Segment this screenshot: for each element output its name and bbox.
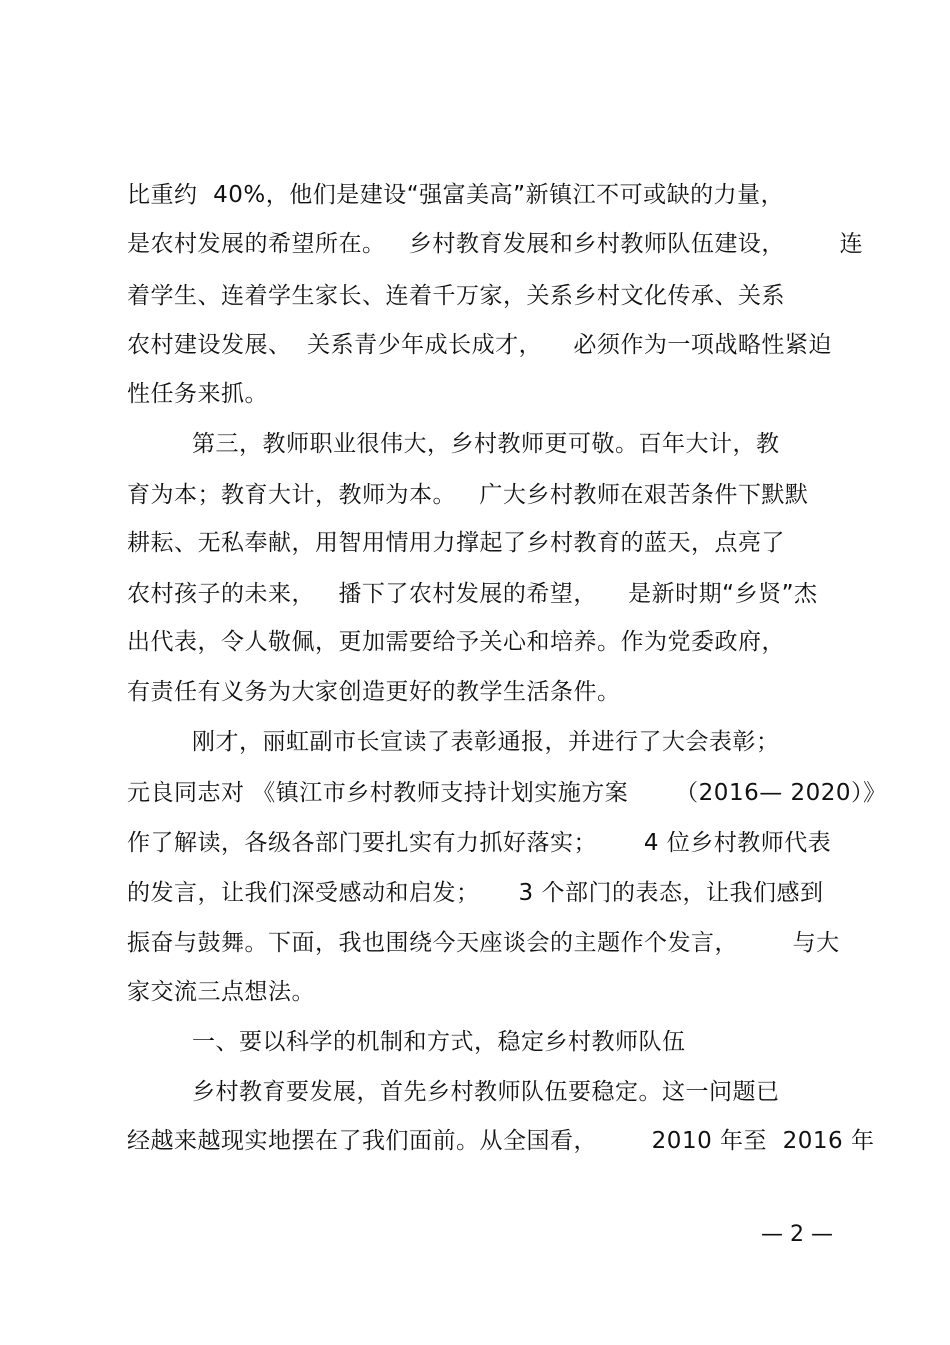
paragraph-line: 是农村发展的希望所在。 乡村教育发展和乡村教师队伍建设， 连 <box>127 231 864 257</box>
paragraph-line: 的发言，让我们深受感动和启发； 3 个部门的表态，让我们感到 <box>127 880 824 906</box>
page-number: — 2 — <box>761 1222 833 1247</box>
paragraph-line: 作了解读，各级各部门要扎实有力抓好落实； 4 位乡村教师代表 <box>127 830 832 856</box>
paragraph-line: 刚才，丽虹副市长宣读了表彰通报，并进行了大会表彰； <box>192 729 780 755</box>
paragraph-line: 出代表，令人敬佩，更加需要给予关心和培养。作为党委政府， <box>127 629 785 655</box>
paragraph-line: 耕耘、无私奉献，用智用情用力撑起了乡村教育的蓝天，点亮了 <box>127 530 785 556</box>
paragraph-line: 育为本；教育大计，教师为本。 广大乡村教师在艰苦条件下默默 <box>127 482 809 508</box>
paragraph-line: 性任务来抓。 <box>127 381 268 407</box>
section-heading: 一、要以科学的机制和方式，稳定乡村教师队伍 <box>192 1029 686 1055</box>
paragraph-line: 比重约 40%，他们是建设“强富美高”新镇江不可或缺的力量， <box>127 182 785 208</box>
paragraph-line: 农村建设发展、 关系青少年成长成才， 必须作为一项战略性紧迫 <box>127 332 832 358</box>
paragraph-line: 家交流三点想法。 <box>127 979 315 1005</box>
paragraph-line: 着学生、连着学生家长、连着千万家，关系乡村文化传承、关系 <box>127 283 785 309</box>
paragraph-line: 第三，教师职业很伟大，乡村教师更可敬。百年大计，教 <box>192 431 780 457</box>
paragraph-line: 振奋与鼓舞。下面，我也围绕今天座谈会的主题作个发言， 与大 <box>127 930 840 956</box>
paragraph-line: 经越来越现实地摆在了我们面前。从全国看， 2010 年至 2016 年 <box>127 1128 875 1154</box>
paragraph-line: 有责任有义务为大家创造更好的教学生活条件。 <box>127 679 621 705</box>
paragraph-line: 农村孩子的未来， 播下了农村发展的希望， 是新时期“乡贤”杰 <box>127 581 818 607</box>
paragraph-line: 乡村教育要发展，首先乡村教师队伍要稳定。这一问题已 <box>192 1079 780 1105</box>
paragraph-line: 元良同志对 《镇江市乡村教师支持计划实施方案 （2016— 2020）》 <box>127 780 887 806</box>
